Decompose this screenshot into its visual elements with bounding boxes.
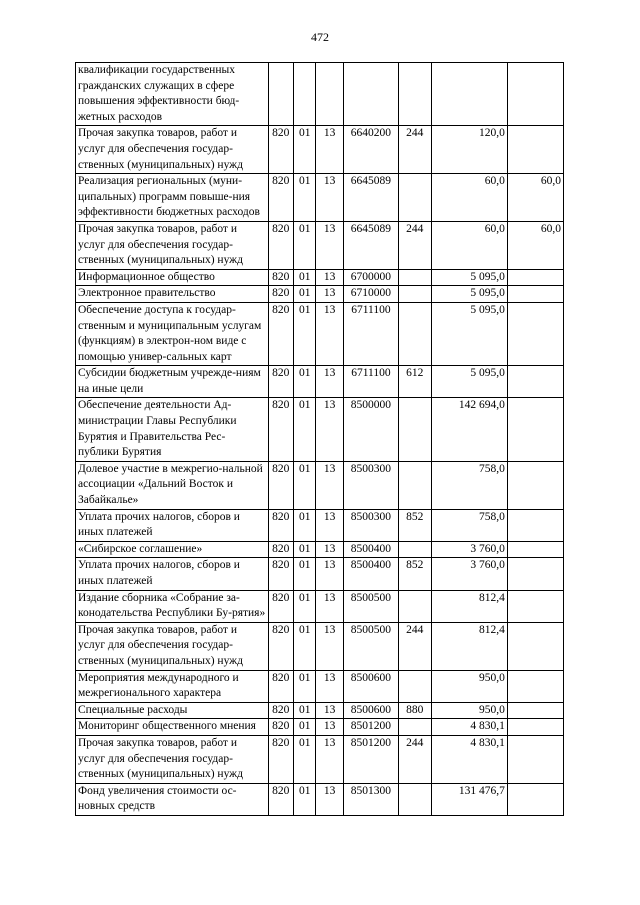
amount-federal (507, 509, 563, 541)
target-article-code: 8501200 (343, 735, 398, 783)
expense-name: Электронное правительство (76, 286, 269, 303)
grbs-code: 820 (268, 461, 293, 509)
grbs-code: 820 (268, 783, 293, 815)
amount-total: 758,0 (431, 461, 507, 509)
expense-type-code: 244 (398, 735, 431, 783)
table-row (76, 702, 564, 719)
expense-name: Уплата прочих налогов, сборов и иных платежей (76, 509, 269, 541)
table-row (76, 286, 564, 303)
expense-type-code (398, 783, 431, 815)
table-row (76, 63, 564, 126)
grbs-code: 820 (268, 735, 293, 783)
amount-total: 120,0 (431, 126, 507, 174)
expense-type-code (398, 286, 431, 303)
expense-type-code: 244 (398, 622, 431, 670)
table-row (76, 783, 564, 815)
section-code: 01 (294, 590, 316, 622)
table-row (76, 541, 564, 558)
amount-federal (507, 541, 563, 558)
expense-type-code (398, 302, 431, 365)
amount-federal (507, 735, 563, 783)
amount-total: 950,0 (431, 670, 507, 702)
amount-total: 5 095,0 (431, 302, 507, 365)
expense-name: Долевое участие в межрегио-нальной ассоциации «Дальний Восток и Забайкалье» (76, 461, 269, 509)
expense-type-code (398, 174, 431, 222)
expense-name: Уплата прочих налогов, сборов и иных платежей (76, 558, 269, 590)
table-row (76, 174, 564, 222)
target-article-code: 8501300 (343, 783, 398, 815)
expense-type-code (398, 719, 431, 736)
section-code: 01 (294, 735, 316, 783)
expense-type-code (398, 461, 431, 509)
amount-total: 131 476,7 (431, 783, 507, 815)
section-code: 01 (294, 302, 316, 365)
expense-name: Субсидии бюджетным учрежде-ниям на иные цели (76, 366, 269, 398)
subsection-code: 13 (316, 461, 344, 509)
amount-federal (507, 269, 563, 286)
amount-federal: 60,0 (507, 174, 563, 222)
section-code: 01 (294, 783, 316, 815)
target-article-code (343, 63, 398, 126)
amount-federal (507, 558, 563, 590)
expense-type-code (398, 63, 431, 126)
subsection-code: 13 (316, 509, 344, 541)
amount-federal (507, 783, 563, 815)
section-code: 01 (294, 541, 316, 558)
target-article-code: 6711100 (343, 302, 398, 365)
table-row (76, 622, 564, 670)
grbs-code: 820 (268, 126, 293, 174)
expense-type-code (398, 398, 431, 461)
grbs-code: 820 (268, 541, 293, 558)
table-row (76, 398, 564, 461)
expense-type-code: 244 (398, 126, 431, 174)
amount-total: 950,0 (431, 702, 507, 719)
subsection-code: 13 (316, 558, 344, 590)
expense-name: квалификации государственных гражданских служащих в сфере повышения эффективности бюд-жетных расходов (76, 63, 269, 126)
amount-total: 5 095,0 (431, 366, 507, 398)
subsection-code: 13 (316, 622, 344, 670)
target-article-code: 8500300 (343, 509, 398, 541)
expense-name: Информационное общество (76, 269, 269, 286)
amount-total: 4 830,1 (431, 735, 507, 783)
target-article-code: 6711100 (343, 366, 398, 398)
target-article-code: 6700000 (343, 269, 398, 286)
amount-total: 3 760,0 (431, 558, 507, 590)
expense-name: Специальные расходы (76, 702, 269, 719)
table-row (76, 509, 564, 541)
grbs-code: 820 (268, 558, 293, 590)
target-article-code: 6645089 (343, 221, 398, 269)
table-row (76, 590, 564, 622)
expense-name: Прочая закупка товаров, работ и услуг для обеспечения государ-ственных (муниципальных) нужд (76, 221, 269, 269)
table-row (76, 735, 564, 783)
target-article-code: 6640200 (343, 126, 398, 174)
grbs-code: 820 (268, 622, 293, 670)
page-number: 472 (311, 30, 329, 44)
section-code: 01 (294, 702, 316, 719)
amount-federal (507, 126, 563, 174)
table-row (76, 269, 564, 286)
amount-federal (507, 366, 563, 398)
target-article-code: 6645089 (343, 174, 398, 222)
grbs-code: 820 (268, 286, 293, 303)
amount-total: 4 830,1 (431, 719, 507, 736)
expense-name: Прочая закупка товаров, работ и услуг для обеспечения государ-ственных (муниципальных) нужд (76, 126, 269, 174)
amount-total: 3 760,0 (431, 541, 507, 558)
amount-total (431, 63, 507, 126)
subsection-code: 13 (316, 126, 344, 174)
amount-federal (507, 461, 563, 509)
expense-type-code: 880 (398, 702, 431, 719)
grbs-code (268, 63, 293, 126)
table-row (76, 670, 564, 702)
subsection-code: 13 (316, 735, 344, 783)
expense-type-code (398, 670, 431, 702)
table-row (76, 366, 564, 398)
target-article-code: 8500500 (343, 590, 398, 622)
subsection-code: 13 (316, 366, 344, 398)
grbs-code: 820 (268, 269, 293, 286)
amount-federal (507, 302, 563, 365)
section-code: 01 (294, 558, 316, 590)
target-article-code: 8500300 (343, 461, 398, 509)
amount-federal (507, 398, 563, 461)
amount-total: 142 694,0 (431, 398, 507, 461)
grbs-code: 820 (268, 670, 293, 702)
target-article-code: 8500500 (343, 622, 398, 670)
section-code: 01 (294, 622, 316, 670)
grbs-code: 820 (268, 302, 293, 365)
expense-name: Реализация региональных (муни-ципальных) программ повыше-ния эффективности бюджетных расходов (76, 174, 269, 222)
amount-federal (507, 590, 563, 622)
subsection-code: 13 (316, 541, 344, 558)
grbs-code: 820 (268, 174, 293, 222)
subsection-code: 13 (316, 590, 344, 622)
subsection-code: 13 (316, 398, 344, 461)
subsection-code: 13 (316, 702, 344, 719)
grbs-code: 820 (268, 702, 293, 719)
grbs-code: 820 (268, 398, 293, 461)
table-row (76, 461, 564, 509)
section-code: 01 (294, 286, 316, 303)
grbs-code: 820 (268, 366, 293, 398)
table-row (76, 302, 564, 365)
amount-federal (507, 286, 563, 303)
target-article-code: 8500400 (343, 558, 398, 590)
target-article-code: 8500600 (343, 670, 398, 702)
section-code: 01 (294, 719, 316, 736)
expense-type-code (398, 269, 431, 286)
subsection-code: 13 (316, 221, 344, 269)
expense-name: Мероприятия международного и межрегионального характера (76, 670, 269, 702)
expense-type-code: 852 (398, 558, 431, 590)
target-article-code: 8500400 (343, 541, 398, 558)
expense-type-code (398, 541, 431, 558)
amount-federal (507, 719, 563, 736)
section-code: 01 (294, 174, 316, 222)
target-article-code: 8500600 (343, 702, 398, 719)
section-code: 01 (294, 126, 316, 174)
expense-type-code (398, 590, 431, 622)
amount-total: 5 095,0 (431, 269, 507, 286)
expense-name: Издание сборника «Собрание за-конодательства Республики Бу-рятия» (76, 590, 269, 622)
amount-federal (507, 622, 563, 670)
target-article-code: 8500000 (343, 398, 398, 461)
table-row (76, 221, 564, 269)
grbs-code: 820 (268, 221, 293, 269)
amount-federal: 60,0 (507, 221, 563, 269)
section-code: 01 (294, 509, 316, 541)
subsection-code (316, 63, 344, 126)
section-code: 01 (294, 269, 316, 286)
amount-total: 812,4 (431, 622, 507, 670)
expense-type-code: 852 (398, 509, 431, 541)
subsection-code: 13 (316, 670, 344, 702)
subsection-code: 13 (316, 783, 344, 815)
amount-federal (507, 670, 563, 702)
table-row (76, 126, 564, 174)
amount-total: 60,0 (431, 221, 507, 269)
target-article-code: 6710000 (343, 286, 398, 303)
target-article-code: 8501200 (343, 719, 398, 736)
subsection-code: 13 (316, 174, 344, 222)
amount-total: 812,4 (431, 590, 507, 622)
expense-type-code: 244 (398, 221, 431, 269)
section-code (294, 63, 316, 126)
amount-federal (507, 63, 563, 126)
expense-name: Мониторинг общественного мнения (76, 719, 269, 736)
budget-table (75, 62, 564, 816)
amount-total: 60,0 (431, 174, 507, 222)
section-code: 01 (294, 398, 316, 461)
table-row (76, 719, 564, 736)
expense-name: Прочая закупка товаров, работ и услуг для обеспечения государ-ственных (муниципальных) нужд (76, 622, 269, 670)
grbs-code: 820 (268, 590, 293, 622)
grbs-code: 820 (268, 719, 293, 736)
section-code: 01 (294, 670, 316, 702)
subsection-code: 13 (316, 286, 344, 303)
amount-federal (507, 702, 563, 719)
expense-name: Прочая закупка товаров, работ и услуг для обеспечения государ-ственных (муниципальных) нужд (76, 735, 269, 783)
section-code: 01 (294, 461, 316, 509)
table-row (76, 558, 564, 590)
subsection-code: 13 (316, 719, 344, 736)
subsection-code: 13 (316, 269, 344, 286)
grbs-code: 820 (268, 509, 293, 541)
expense-name: Фонд увеличения стоимости ос-новных средств (76, 783, 269, 815)
section-code: 01 (294, 366, 316, 398)
section-code: 01 (294, 221, 316, 269)
expense-name: «Сибирское соглашение» (76, 541, 269, 558)
amount-total: 5 095,0 (431, 286, 507, 303)
expense-name: Обеспечение деятельности Ад-министрации Главы Республики Бурятия и Правительства Рес-публики Бурятия (76, 398, 269, 461)
amount-total: 758,0 (431, 509, 507, 541)
expense-type-code: 612 (398, 366, 431, 398)
subsection-code: 13 (316, 302, 344, 365)
expense-name: Обеспечение доступа к государ-ственным и муниципальным услугам (функциям) в электрон-ном виде с помощью универ-сальных карт (76, 302, 269, 365)
